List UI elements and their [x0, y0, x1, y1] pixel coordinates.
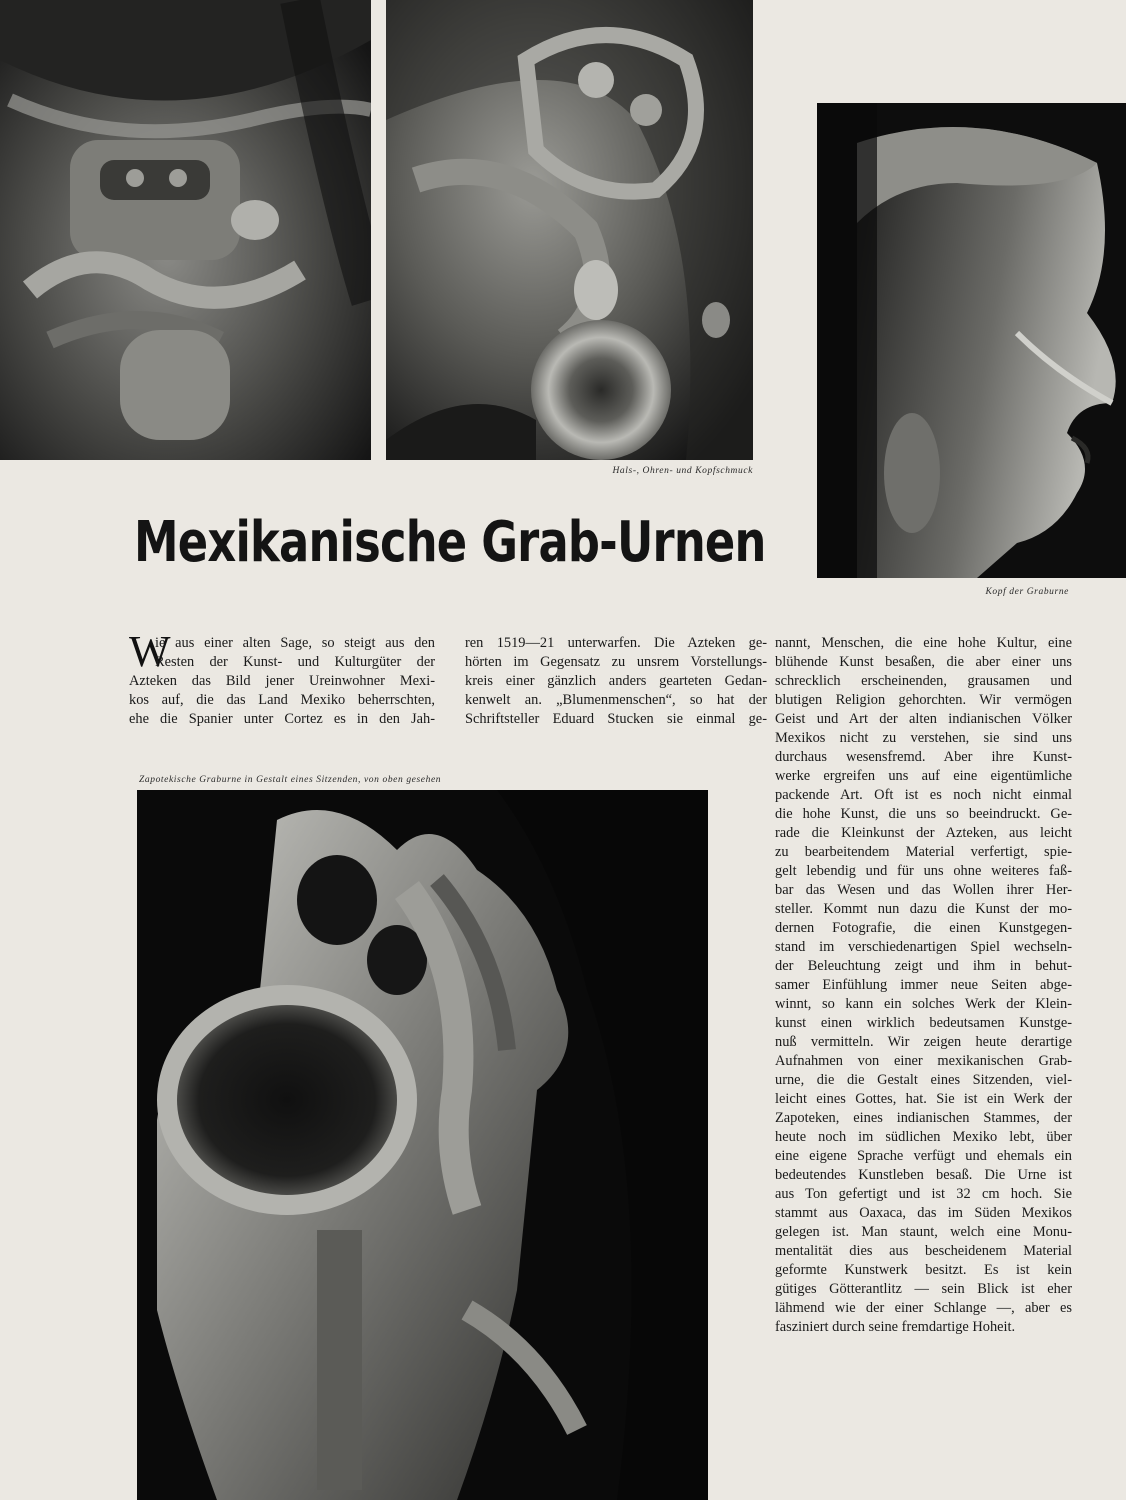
text-line: Schriftsteller Eduard Stucken sie einmal ge-	[465, 711, 767, 727]
photo-carved-face	[0, 0, 371, 460]
text-line: geformte Kunstwerk besitzt. Es ist kein	[775, 1262, 1072, 1278]
text-line: Resten der Kunst- und Kulturgüter der	[155, 654, 435, 670]
text-line: leicht eines Gottes, hat. Sie ist ein Werk der	[775, 1091, 1072, 1107]
text-line: bedeutendes Kunstleben besaß. Die Urne ist	[775, 1167, 1072, 1183]
text-line: blühende Kunst besaßen, die aber einer uns	[775, 654, 1072, 670]
text-line: Aufnahmen von einer mexikanischen Grab-	[775, 1053, 1072, 1069]
ear-ornament-image	[386, 0, 753, 460]
text-line: gelegen ist. Man staunt, welch eine Monu-	[775, 1224, 1072, 1240]
photo-urn-from-above	[137, 790, 708, 1500]
text-line: fasziniert durch seine fremdartige Hoheit.	[775, 1319, 1016, 1335]
text-line: mentalität dies aus bescheidenem Material	[775, 1243, 1072, 1259]
text-line: urne, die die Gestalt eines Sitzenden, viel-	[775, 1072, 1072, 1088]
carved-face-image	[0, 0, 371, 460]
text-line: gelt lebendig und für uns ohne weiteres faß-	[775, 863, 1072, 879]
article-column-2	[465, 634, 767, 729]
dropcap: W	[129, 627, 171, 676]
text-line: eine eigene Sprache verfügt und ehemals ein	[775, 1148, 1072, 1164]
caption-neck-ear-head: Hals-, Ohren- und Kopfschmuck	[612, 466, 753, 476]
text-line: schrecklich erscheinenden, grausamen und	[775, 673, 1072, 689]
text-line: stammt aus Oaxaca, das im Süden Mexikos	[775, 1205, 1072, 1221]
text-line: dernen Fotografie, die einen Kunstgegen-	[775, 920, 1072, 936]
article-title: Mexikanische Grab-Urnen	[134, 510, 766, 575]
photo-head-profile	[817, 103, 1126, 578]
head-profile-image	[817, 103, 1126, 578]
text-line: samer Einfühlung immer neue Seiten abge-	[775, 977, 1072, 993]
text-line: Azteken das Bild jener Ureinwohner Mexi-	[129, 673, 435, 689]
caption-head: Kopf der Graburne	[985, 587, 1069, 597]
text-line: heute noch im südlichen Mexiko lebt, über	[775, 1129, 1072, 1145]
text-line: gütiges Götterantlitz — sein Blick ist eher	[775, 1281, 1072, 1297]
text-line: der Beleuchtung zeigt und ihm in behut-	[775, 958, 1072, 974]
text-line: kos auf, die das Land Mexiko beherrschten,	[129, 692, 435, 708]
text-line: steller. Kommt nun dazu die Kunst der mo-	[775, 901, 1072, 917]
text-line: nuß vermitteln. Wir zeigen heute derartige	[775, 1034, 1072, 1050]
text-line: Geist und Art der alten indianischen Völker	[775, 711, 1072, 727]
text-line: ie aus einer alten Sage, so steigt aus den	[155, 635, 435, 651]
photo-ear-ornament	[386, 0, 753, 460]
caption-seated-urn: Zapotekische Graburne in Gestalt eines Sitzenden, von oben gesehen	[139, 775, 442, 785]
text-line: nannt, Menschen, die eine hohe Kultur, eine	[775, 635, 1072, 651]
text-line: ren 1519—21 unterwarfen. Die Azteken ge-	[465, 635, 767, 651]
urn-from-above-image	[137, 790, 708, 1500]
text-line: zu bearbeitendem Material verfertigt, spie-	[775, 844, 1072, 860]
text-line: kenwelt an. „Blumenmenschen“, so hat der	[465, 692, 767, 708]
text-line: kunst einen wirklich bedeutsamen Kunstge-	[775, 1015, 1072, 1031]
text-line: Mexikos nicht zu verstehen, sie sind uns	[775, 730, 1072, 746]
article-column-1	[129, 627, 435, 729]
text-line: aus Ton gefertigt und ist 32 cm hoch. Sie	[775, 1186, 1072, 1202]
text-line: blutigen Religion gehorchten. Wir vermögen	[775, 692, 1072, 708]
text-line: werke ergreifen uns auf eine eigentümliche	[775, 768, 1072, 784]
text-line: lähmend wie der einer Schlange —, aber es	[775, 1300, 1072, 1316]
text-line: ehe die Spanier unter Cortez es in den Jah-	[129, 711, 435, 727]
text-line: hörten im Gegensatz zu unsrem Vorstellungs-	[465, 654, 767, 670]
text-line: Zapoteken, eines indianischen Stammes, der	[775, 1110, 1072, 1126]
text-line: rade die Kleinkunst der Azteken, aus leicht	[775, 825, 1072, 841]
text-line: stand im verschiedenartigen Spiel wechseln-	[775, 939, 1072, 955]
text-line: kreis einer gänzlich anders gearteten Gedan-	[465, 673, 767, 689]
text-line: packende Art. Oft ist es noch nicht einmal	[775, 787, 1072, 803]
text-line: die hohe Kunst, die uns so beeindruckt. Ge-	[775, 806, 1072, 822]
text-line: bar das Wesen und das Wollen ihrer Her-	[775, 882, 1072, 898]
text-line: winnt, so kann ein solches Werk der Klein-	[775, 996, 1072, 1012]
text-line: durchaus wesensfremd. Aber ihre Kunst-	[775, 749, 1072, 765]
article-column-3	[775, 634, 1072, 1337]
